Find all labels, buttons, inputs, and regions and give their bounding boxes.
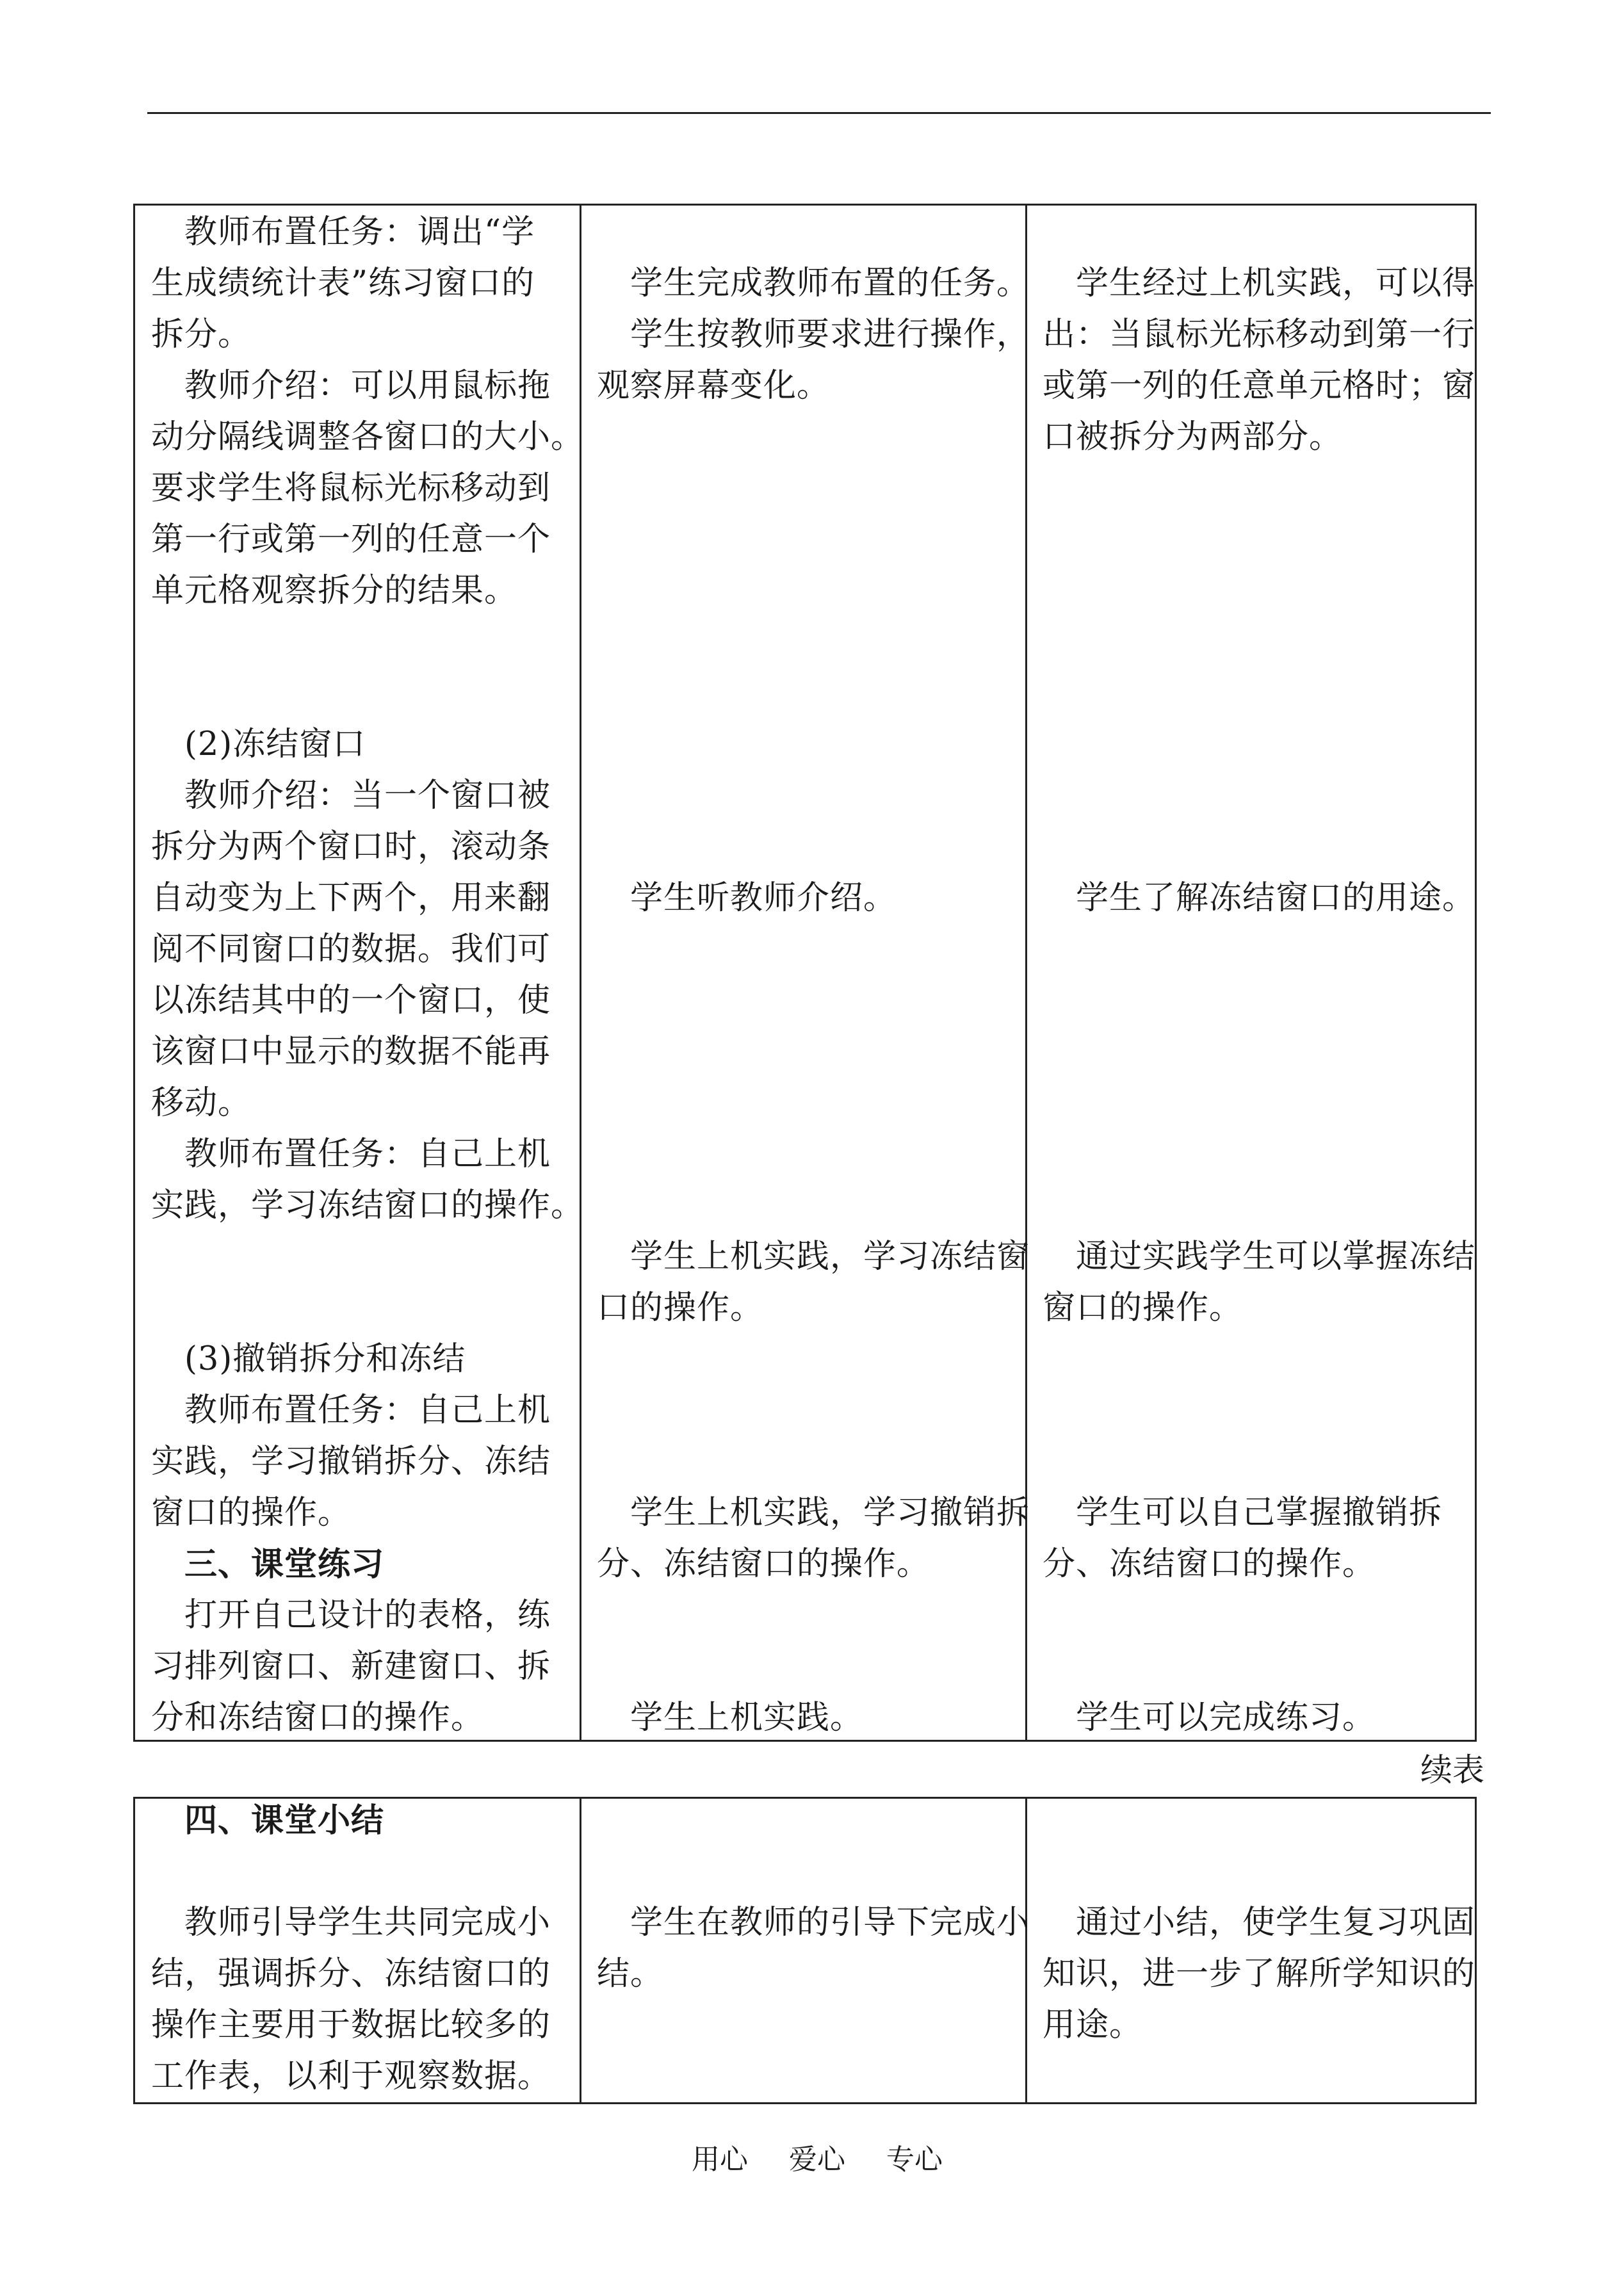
- text-line: 观察屏幕变化。: [597, 367, 831, 405]
- text-line: 该窗口中显示的数据不能再: [151, 1033, 551, 1071]
- teacher-task-split: [151, 207, 535, 361]
- design-intent-freeze: [1043, 1231, 1475, 1334]
- text-line: 教师布置任务：自己上机: [151, 1135, 551, 1173]
- text-line: 教师布置任务：自己上机: [151, 1391, 551, 1429]
- text-line: 习排列窗口、新建窗口、拆: [151, 1648, 551, 1685]
- text-line: 用途。: [1043, 2006, 1143, 2044]
- text-line: 学生按教师要求进行操作，: [597, 316, 1030, 353]
- text-line: 以冻结其中的一个窗口，使: [151, 982, 551, 1019]
- text-line: 通过小结，使学生复习巩固: [1043, 1904, 1476, 1942]
- classroom-practice-text: [151, 1590, 551, 1744]
- text-line: 学生听教师介绍。: [597, 879, 897, 917]
- text-line: 分和冻结窗口的操作。: [151, 1699, 485, 1737]
- footer-zhuanxin: 专心: [886, 2143, 943, 2176]
- teacher-task-freeze: [151, 1129, 584, 1231]
- summary-student-text: [597, 1897, 1030, 2000]
- text-line: 操作主要用于数据比较多的: [151, 2006, 551, 2044]
- header-rule: [147, 112, 1491, 114]
- text-line: (2)冻结窗口: [151, 726, 366, 763]
- text-line: 要求学生将鼠标光标移动到: [151, 469, 551, 507]
- text-line: 第一行或第一列的任意一个: [151, 521, 551, 558]
- text-line: 口的操作。: [597, 1289, 764, 1327]
- text-line: 生成绩统计表”练习窗口的: [151, 264, 535, 302]
- text-line: 或第一列的任意单元格时；窗: [1043, 367, 1476, 405]
- summary-intent-text: [1043, 1897, 1475, 2051]
- student-activity-freeze: [597, 1231, 1030, 1334]
- text-line: 分、冻结窗口的操作。: [597, 1545, 930, 1583]
- undo-split-freeze-section: [151, 1334, 551, 1539]
- text-line: 教师介绍：当一个窗口被: [151, 777, 551, 815]
- text-line: 打开自己设计的表格，练: [151, 1596, 551, 1634]
- design-intent-practice: [1043, 1692, 1376, 1744]
- text-line: 分、冻结窗口的操作。: [1043, 1545, 1376, 1583]
- text-line: 学生可以完成练习。: [1043, 1699, 1376, 1737]
- text-line: 结。: [597, 1955, 664, 1993]
- text-line: 阅不同窗口的数据。我们可: [151, 930, 551, 968]
- text-line: 窗口的操作。: [151, 1494, 352, 1532]
- text-line: 教师引导学生共同完成小: [151, 1904, 551, 1942]
- student-activity-split: [597, 258, 1030, 412]
- design-intent-split: [1043, 258, 1475, 463]
- text-line: 学生了解冻结窗口的用途。: [1043, 879, 1476, 917]
- design-intent-undo: [1043, 1488, 1442, 1590]
- text-line: 拆分。: [151, 316, 252, 353]
- continued-label: 续表: [1420, 1751, 1484, 1788]
- text-line: 知识，进一步了解所学知识的: [1043, 1955, 1476, 1993]
- text-line: 学生经过上机实践，可以得: [1043, 264, 1476, 302]
- text-line: 学生上机实践。: [597, 1699, 864, 1737]
- text-line: 通过实践学生可以掌握冻结: [1043, 1238, 1476, 1276]
- student-activity-practice: [597, 1692, 863, 1744]
- text-line: 学生上机实践，学习冻结窗: [597, 1238, 1030, 1276]
- text-line: 动分隔线调整各窗口的大小。: [151, 418, 585, 456]
- text-line: 自动变为上下两个，用来翻: [151, 879, 551, 917]
- teacher-intro-split: [151, 361, 584, 617]
- text-line: 窗口的操作。: [1043, 1289, 1243, 1327]
- column-divider: [580, 1799, 581, 2102]
- text-line: 教师介绍：可以用鼠标拖: [151, 367, 551, 405]
- text-line: 出：当鼠标光标移动到第一行: [1043, 316, 1476, 353]
- summary-teacher-text: [151, 1897, 551, 2102]
- freeze-window-section: [151, 719, 551, 1129]
- design-intent-freeze-use: [1043, 873, 1475, 924]
- text-line: 教师布置任务：调出“学: [151, 213, 535, 251]
- text-line: 结，强调拆分、冻结窗口的: [151, 1955, 551, 1993]
- summary-heading: 四、课堂小结: [151, 1801, 385, 1840]
- student-activity-undo: [597, 1488, 1030, 1590]
- text-line: 实践，学习冻结窗口的操作。: [151, 1187, 585, 1224]
- text-line: (3)撤销拆分和冻结: [151, 1340, 466, 1378]
- footer-yongxin: 用心: [692, 2143, 748, 2176]
- classroom-practice-heading: 三、课堂练习: [151, 1545, 385, 1584]
- text-line: 学生上机实践，学习撤销拆: [597, 1494, 1030, 1532]
- text-line: 工作表，以利于观察数据。: [151, 2057, 551, 2095]
- footer-aixin: 爱心: [789, 2143, 845, 2176]
- text-line: 学生完成教师布置的任务。: [597, 264, 1030, 302]
- text-line: 单元格观察拆分的结果。: [151, 572, 518, 610]
- student-activity-listen: [597, 873, 897, 924]
- text-line: 拆分为两个窗口时，滚动条: [151, 828, 551, 866]
- text-line: 实践，学习撤销拆分、冻结: [151, 1443, 551, 1480]
- text-line: 口被拆分为两部分。: [1043, 418, 1343, 456]
- text-line: 移动。: [151, 1084, 252, 1122]
- text-line: 学生在教师的引导下完成小: [597, 1904, 1030, 1942]
- text-line: 学生可以自己掌握撤销拆: [1043, 1494, 1443, 1532]
